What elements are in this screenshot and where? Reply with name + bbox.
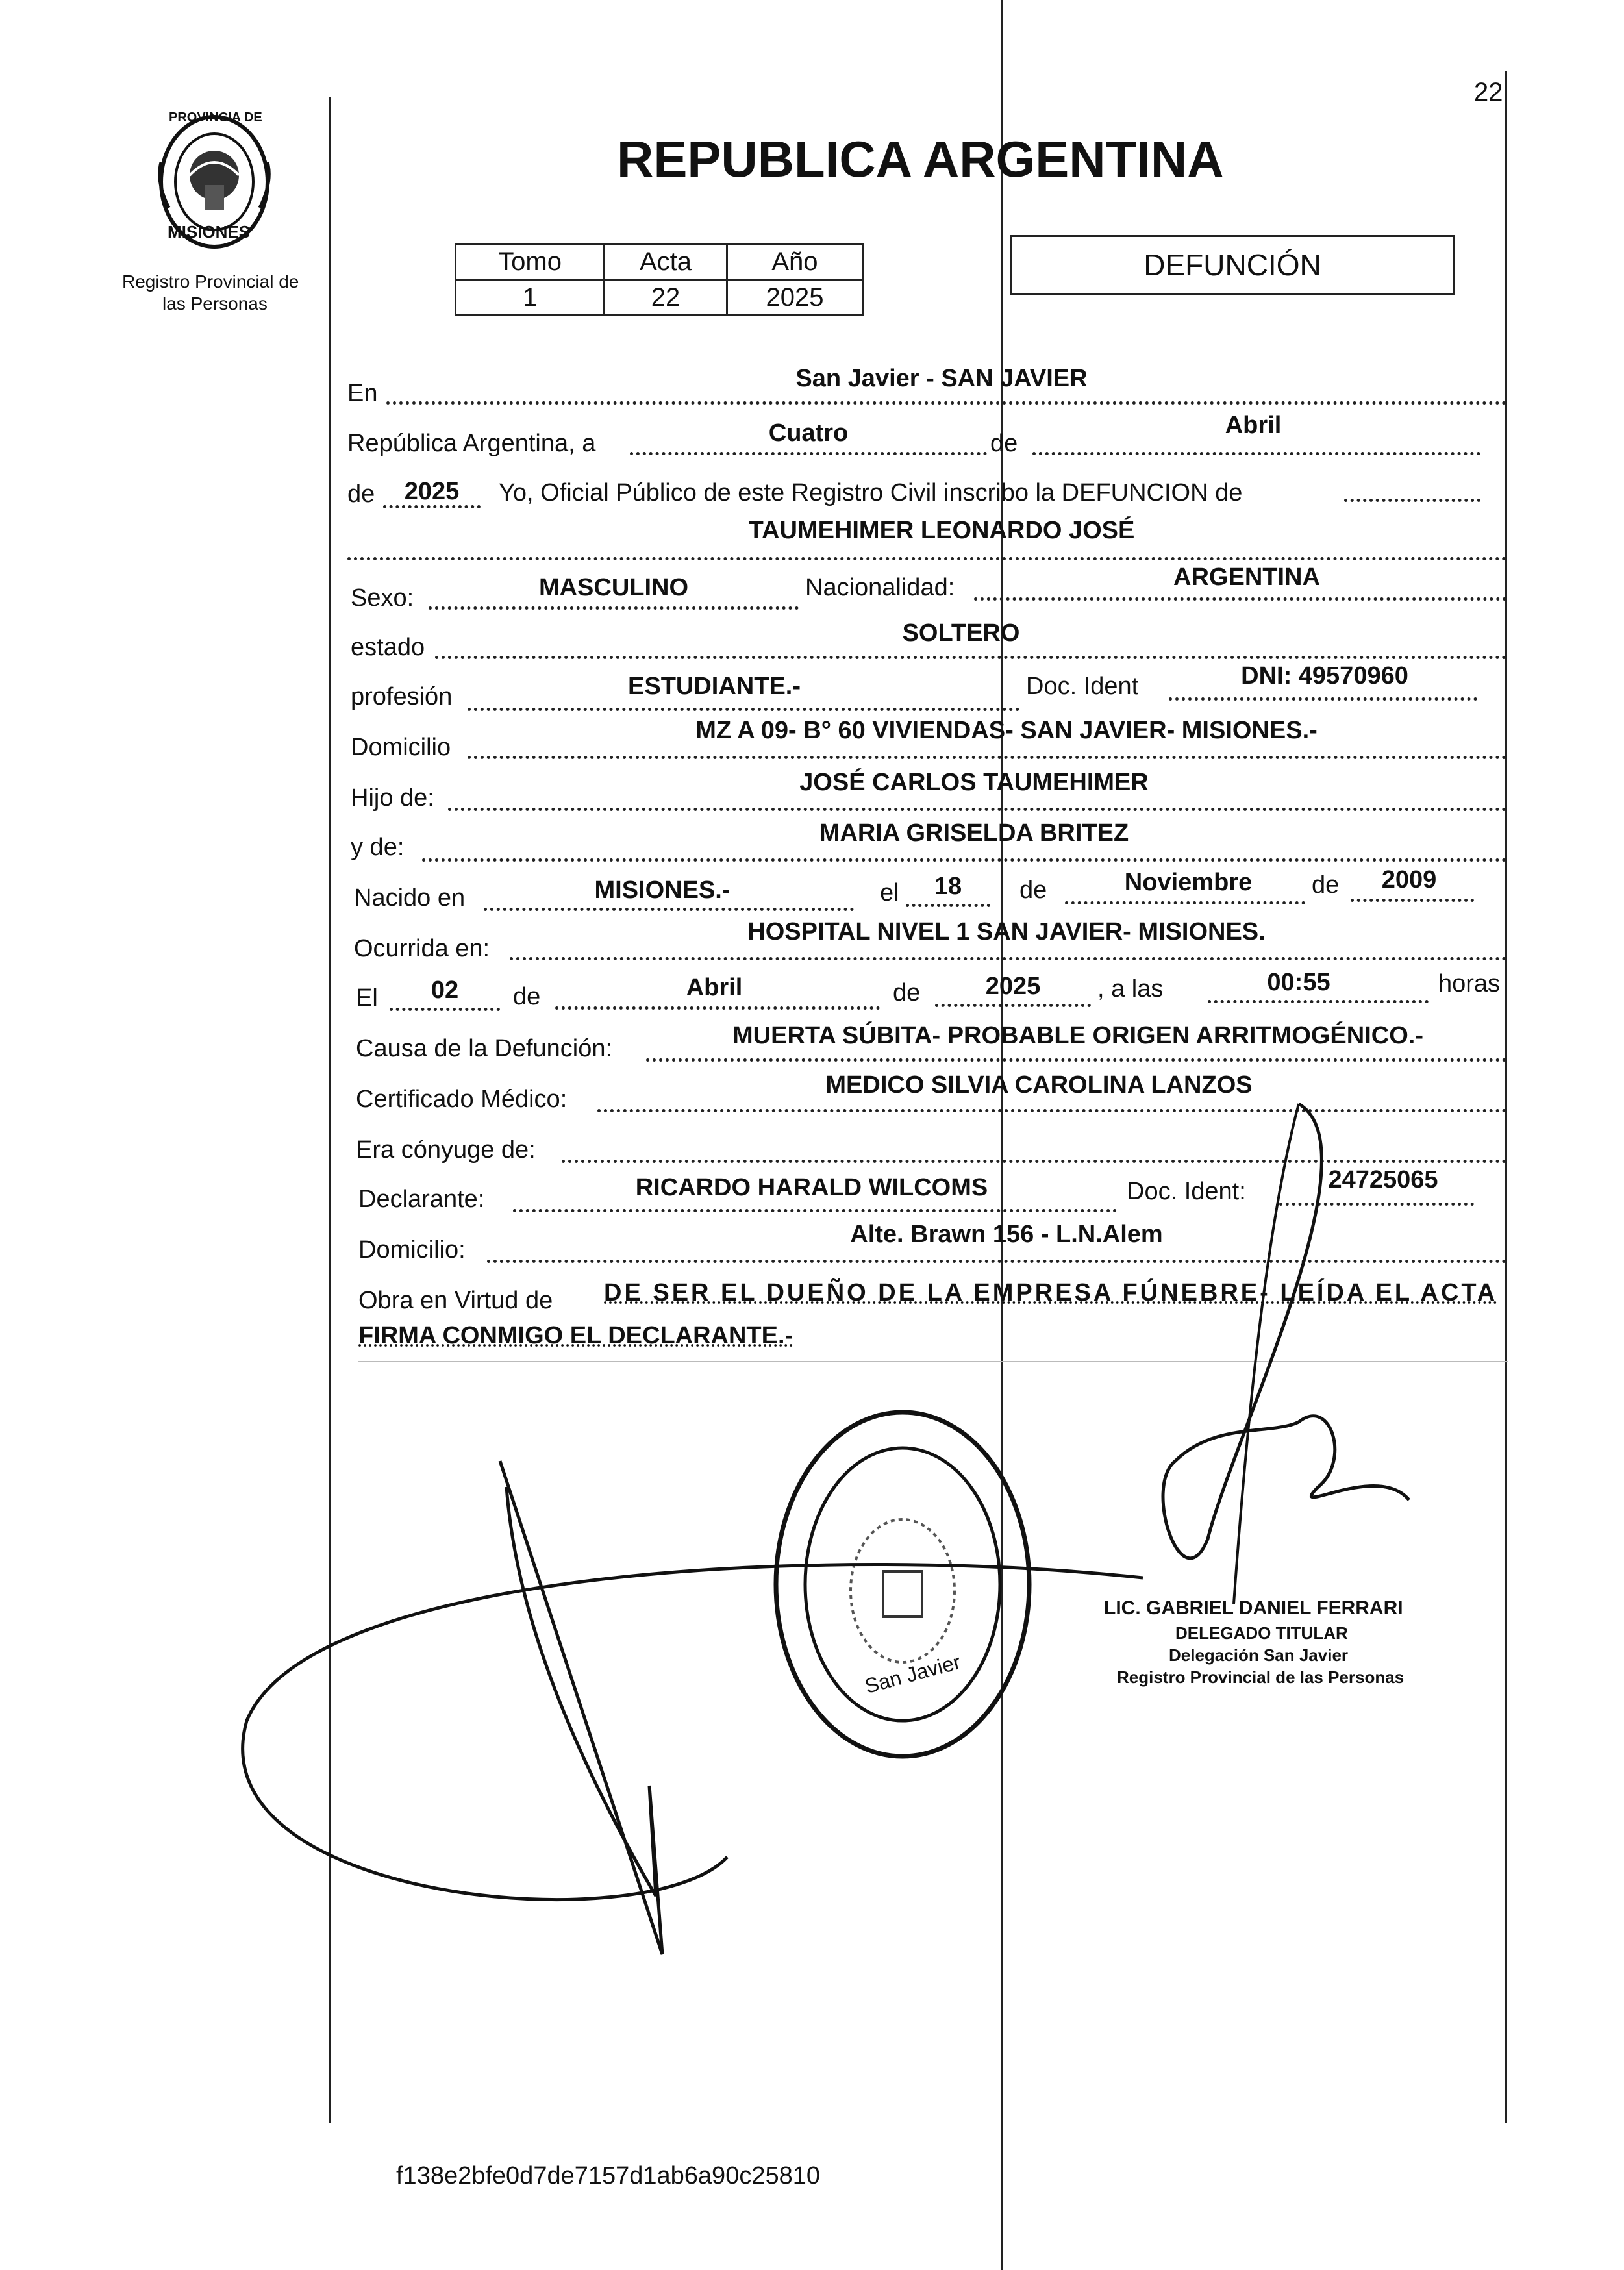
yde-label: y de: (351, 834, 405, 861)
seal-text-bottom: MISIONES (168, 222, 251, 242)
sexo-value: MASCULINO (538, 574, 689, 601)
mother-value: MARIA GRISELDA BRITEZ (819, 819, 1129, 847)
page-number: 22 (1474, 78, 1503, 106)
name-dots (347, 557, 1506, 560)
estado-dots (435, 656, 1506, 659)
profesion-value: ESTUDIANTE.- (628, 673, 801, 700)
birth-year-value: 2009 (1381, 866, 1437, 893)
sexo-dots (429, 606, 799, 610)
hijo-label: Hijo de: (351, 784, 434, 812)
de5-label: de (513, 983, 541, 1010)
birthplace-dots (484, 908, 854, 911)
de6-label: de (893, 979, 921, 1006)
right-margin-rule (1505, 71, 1507, 2123)
estado-value: SOLTERO (902, 619, 1020, 647)
death-month-value: Abril (686, 974, 743, 1001)
certificado-label: Certificado Médico: (356, 1086, 568, 1113)
official-role: DELEGADO TITULAR (1175, 1623, 1348, 1643)
birth-day-value: 18 (934, 873, 962, 900)
profesion-dots (468, 708, 1019, 711)
tomo-label: Tomo (456, 244, 605, 280)
doc2-value: 24725065 (1328, 1166, 1438, 1193)
death-year-value: 2025 (985, 973, 1041, 1000)
birth-month-dots (1065, 901, 1305, 904)
causa-dots (646, 1058, 1506, 1062)
conyuge-label: Era cónyuge de: (356, 1136, 536, 1164)
birthplace-value: MISIONES.- (594, 877, 731, 904)
death-day-value: 02 (431, 977, 459, 1004)
ocurrida-label: Ocurrida en: (354, 935, 490, 962)
footer-hash: f138e2bfe0d7de7157d1ab6a90c25810 (396, 2162, 820, 2189)
year-value: 2025 (404, 478, 460, 505)
de4-label: de (1312, 871, 1340, 899)
republica-label: República Argentina, a (347, 430, 596, 457)
issuer-line2: las Personas (162, 293, 268, 314)
de3-label: de (1019, 877, 1047, 904)
ocurrida-dots (510, 957, 1506, 960)
officer-text: Yo, Oficial Público de este Registro Civil inscribo la DEFUNCION de (499, 479, 1243, 506)
domicilio2-label: Domicilio: (358, 1236, 466, 1264)
death-place-value: HOSPITAL NIVEL 1 SAN JAVIER- MISIONES. (747, 918, 1266, 945)
death-day-dots (390, 1008, 500, 1011)
month-dots (1032, 452, 1480, 455)
nacionalidad-label: Nacionalidad: (805, 574, 955, 601)
nacionalidad-value: ARGENTINA (1173, 564, 1320, 591)
estado-label: estado (351, 634, 425, 661)
death-time-dots (1208, 1000, 1429, 1003)
en-dots (386, 401, 1506, 405)
birth-month-value: Noviembre (1124, 869, 1253, 896)
el2-label: El (356, 984, 378, 1012)
issuer-line1: Registro Provincial de (122, 271, 299, 292)
horas-label: horas (1438, 970, 1501, 997)
doc2-label: Doc. Ident: (1127, 1178, 1246, 1205)
causa-label: Causa de la Defunción: (356, 1035, 613, 1062)
birth-day-dots (906, 904, 990, 907)
declarant-signature-icon (1104, 1097, 1416, 1630)
father-value: JOSÉ CARLOS TAUMEHIMER (799, 769, 1149, 796)
officer-signature-icon (195, 1448, 1169, 1967)
doc-value: DNI: 49570960 (1241, 662, 1408, 690)
domicilio2-value: Alte. Brawn 156 - L.N.Alem (850, 1221, 1163, 1248)
profesion-label: profesión (351, 683, 453, 710)
act-type-box: DEFUNCIÓN (1010, 235, 1455, 295)
officer-dots (1344, 499, 1480, 502)
official-org: Registro Provincial de las Personas (1117, 1667, 1405, 1687)
obra-line2: FIRMA CONMIGO EL DECLARANTE.- (358, 1322, 793, 1349)
nacionalidad-dots (974, 597, 1506, 601)
tomo-value: 1 (456, 280, 605, 316)
causa-value: MUERTA SÚBITA- PROBABLE ORIGEN ARRITMOGÉNICO.- (732, 1022, 1423, 1049)
official-name: LIC. GABRIEL DANIEL FERRARI (1104, 1597, 1403, 1619)
alas-label: , a las (1097, 975, 1164, 1003)
anio-value: 2025 (727, 280, 862, 316)
doc-dots (1169, 697, 1477, 701)
domicilio-dots (468, 756, 1506, 759)
official-office: Delegación San Javier (1169, 1645, 1349, 1665)
nacido-label: Nacido en (354, 884, 466, 912)
seal-text-top: PROVINCIA DE (169, 110, 262, 125)
doc-label: Doc. Ident (1026, 673, 1139, 700)
death-year-dots (935, 1004, 1091, 1007)
domicilio-value: MZ A 09- B° 60 VIVIENDAS- SAN JAVIER- MISIONES.- (695, 717, 1318, 744)
declarante-value: RICARDO HARALD WILCOMS (635, 1174, 988, 1201)
anio-label: Año (727, 244, 862, 280)
obra-label: Obra en Virtud de (358, 1287, 553, 1314)
hijo-dots (448, 808, 1506, 811)
el-label: el (880, 879, 899, 906)
month-word-value: Abril (1225, 412, 1282, 439)
obra-line1: DE SER EL DUEÑO DE LA EMPRESA FÚNEBRE- LEÍDA EL ACTA (604, 1279, 1498, 1306)
reference-table (455, 243, 864, 316)
acta-label: Acta (605, 244, 727, 280)
day-word-value: Cuatro (768, 419, 849, 447)
de-label: de (990, 430, 1018, 457)
deceased-name-value: TAUMEHIMER LEONARDO JOSÉ (748, 517, 1135, 544)
sexo-label: Sexo: (351, 584, 414, 612)
certificado-value: MEDICO SILVIA CAROLINA LANZOS (825, 1071, 1253, 1099)
place-value: San Javier - SAN JAVIER (795, 365, 1088, 392)
yde-dots (422, 858, 1506, 862)
de2-label: de (347, 480, 375, 508)
death-time-value: 00:55 (1267, 969, 1330, 996)
acta-value: 22 (605, 280, 727, 316)
domicilio-label: Domicilio (351, 734, 451, 761)
stamp-city: San Javier (862, 1650, 964, 1698)
declarante-label: Declarante: (358, 1186, 485, 1213)
declarante-dots (513, 1209, 1117, 1212)
day-dots (630, 452, 987, 455)
en-label: En (347, 380, 378, 407)
birth-year-dots (1351, 899, 1474, 902)
page-title: REPUBLICA ARGENTINA (617, 131, 1224, 188)
death-month-dots (555, 1006, 880, 1010)
